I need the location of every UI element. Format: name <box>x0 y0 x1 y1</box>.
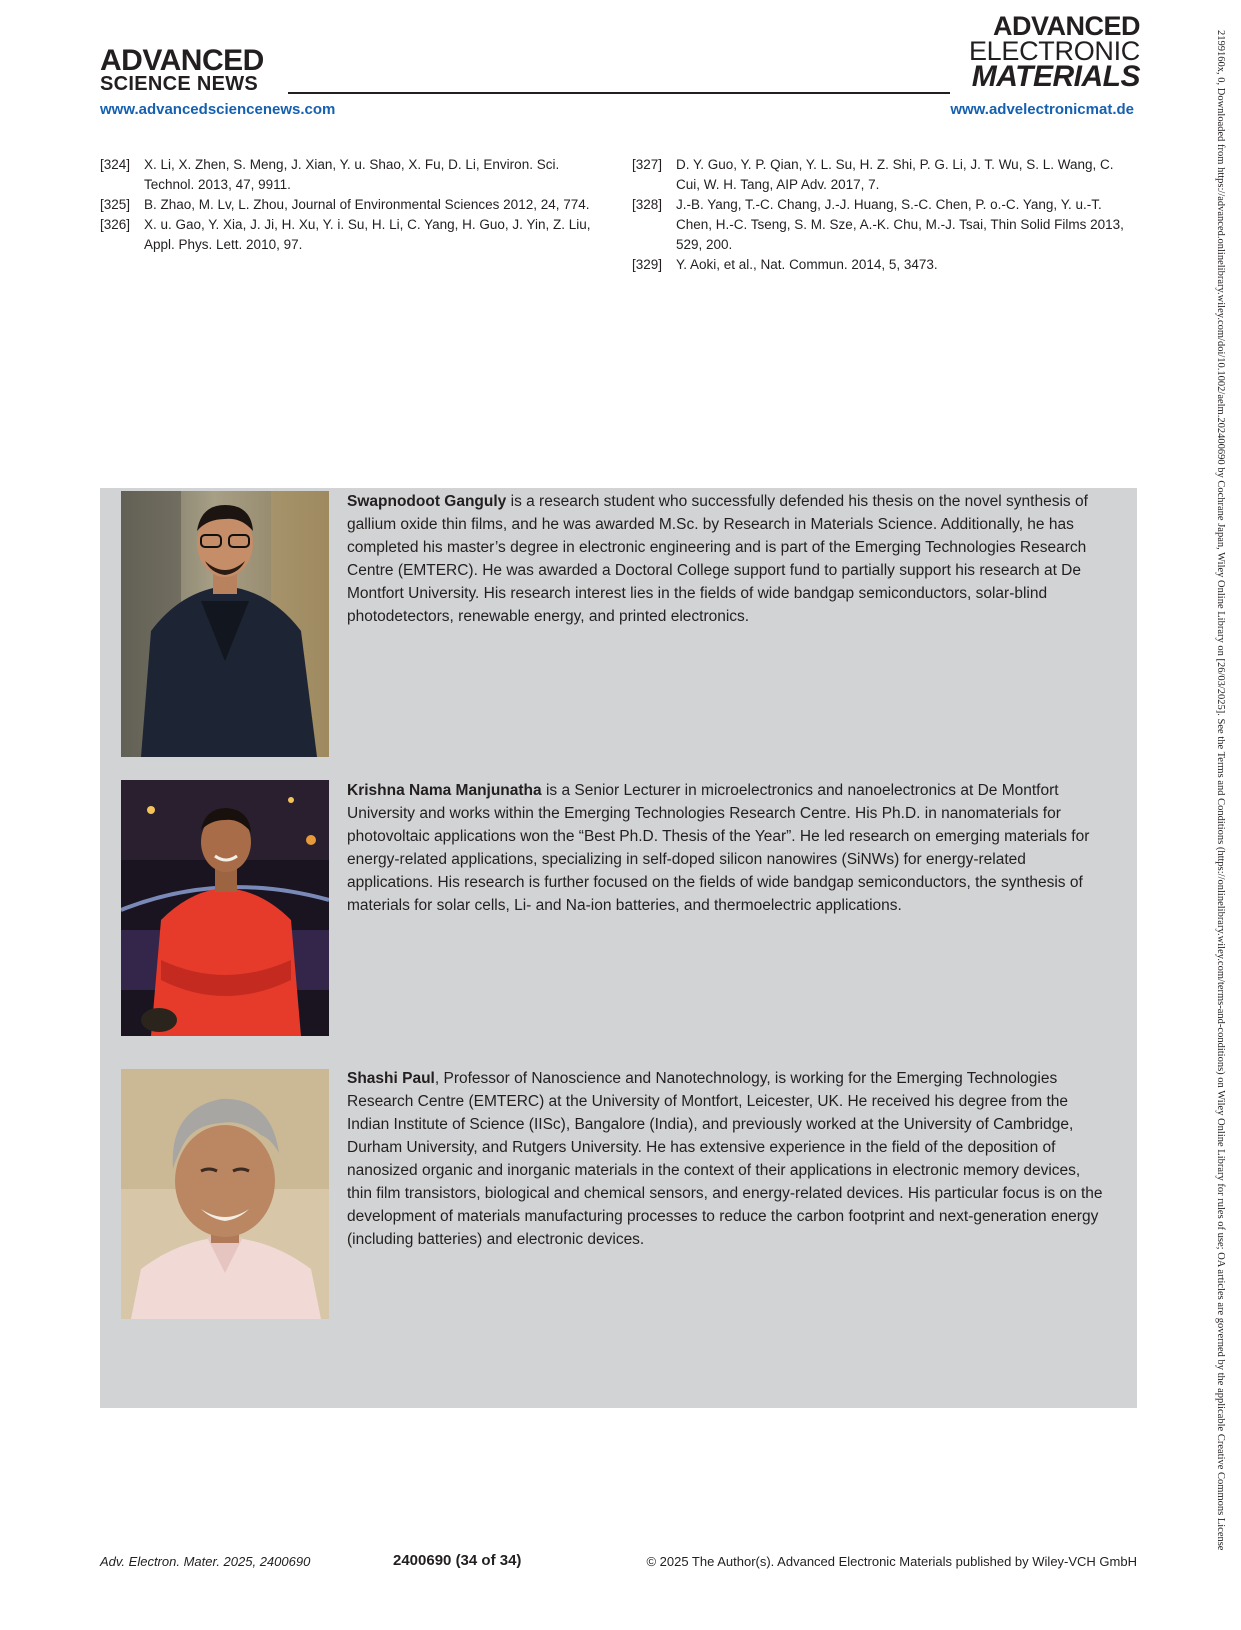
download-notice-strip: 2199160x, 0, Downloaded from https://advanced.onlinelibrary.wiley.com/doi/10.1002/aelm.202400690 by Cochrane Japan, Wiley Online Library on [26/03/2025]. See the Terms and Conditions (https://onlinelibrary.wiley.com/terms-and-conditions) on Wiley Online Library for rules of use; OA articles are governed by the applicable Creative Commons License <box>1215 30 1226 1551</box>
reference-text: J.-B. Yang, T.-C. Chang, J.-J. Huang, S.-C. Chen, P. o.-C. Yang, Y. u.-T. Chen, H.-C. Tseng, S. M. Sze, A.-K. Chu, M.-J. Tsai, Thin Solid Films 2013, 529, 200. <box>676 197 1124 252</box>
bio-paul <box>347 1067 1109 1251</box>
reference-text: D. Y. Guo, Y. P. Qian, Y. L. Su, H. Z. Shi, P. G. Li, J. T. Wu, S. L. Wang, C. Cui, W. H. Tang, AIP Adv. 2017, 7. <box>676 157 1114 192</box>
references-right-column <box>632 155 1137 275</box>
bio-body: is a Senior Lecturer in microelectronics and nanoelectronics at De Montfort University and works within the Emerging Technologies Research Centre. His Ph.D. in nanomaterials for photovoltaic applications won the “Best Ph.D. Thesis of the Year”. He led research on emerging materials for energy-related applications, specializing in self-doped silicon nanowires (SiNWs) for energy-related applications. His research is further focused on the fields of wide bandgap semiconductors, the synthesis of materials for solar cells, Li- and Na-ion batteries, and thermoelectric applications. <box>347 782 1090 914</box>
reference-item <box>100 215 605 255</box>
advanced-electronic-materials-logo <box>968 11 1140 93</box>
author-name: Swapnodoot Ganguly <box>347 493 507 510</box>
author-biographies-box <box>100 488 1137 1408</box>
reference-number: [326] <box>100 217 131 232</box>
author-name: Shashi Paul <box>347 1070 435 1087</box>
reference-number: [324] <box>100 157 131 172</box>
author-photo-manjunatha <box>121 780 329 1046</box>
journal-logo-line-1: ADVANCED <box>992 11 1140 41</box>
journal-url-link[interactable]: www.advelectronicmat.de <box>950 101 1134 118</box>
reference-number: [325] <box>100 197 131 212</box>
reference-item <box>100 195 605 215</box>
logo-line-2: SCIENCE NEWS <box>100 73 259 95</box>
logo-line-1: ADVANCED <box>100 44 264 77</box>
header-divider <box>288 92 950 94</box>
author-photo-ganguly <box>121 491 329 757</box>
journal-logo-line-2: ELECTRONIC <box>968 36 1140 66</box>
bio-body: , Professor of Nanoscience and Nanotechnology, is working for the Emerging Technologies Research Centre (EMTERC) at the University of Montfort, Leicester, UK. He received his degree from the Indian Institute of Science (IISc), Bangalore (India), and previously worked at the University of Cambridge, Durham University, and Rutgers University. He has extensive experience in the field of the deposition of nanosized organic and inorganic materials in the context of their applications in electronic memory devices, thin film transistors, biological and chemical sensors, and energy-related devices. His particular focus is on the development of materials manufacturing processes to reduce the carbon footprint and next-generation energy (including batteries) and electronic devices. <box>347 1070 1103 1248</box>
journal-logo-line-3: MATERIALS <box>971 60 1140 93</box>
reference-number: [327] <box>632 157 663 172</box>
author-name: Krishna Nama Manjunatha <box>347 782 542 799</box>
reference-item <box>632 195 1137 255</box>
reference-text: Y. Aoki, et al., Nat. Commun. 2014, 5, 3473. <box>676 257 938 272</box>
reference-item <box>100 155 605 195</box>
reference-number: [329] <box>632 257 663 272</box>
footer-citation: Adv. Electron. Mater. 2025, 2400690 <box>100 1554 311 1569</box>
bio-manjunatha <box>347 779 1109 917</box>
advanced-science-news-logo <box>100 44 290 95</box>
reference-item <box>632 255 1137 275</box>
footer-copyright: © 2025 The Author(s). Advanced Electronic Materials published by Wiley-VCH GmbH <box>646 1554 1137 1569</box>
bio-ganguly <box>347 490 1109 628</box>
references-left-column <box>100 155 605 255</box>
reference-text: X. u. Gao, Y. Xia, J. Ji, H. Xu, Y. i. Su, H. Li, C. Yang, H. Guo, J. Yin, Z. Liu, Appl. Phys. Lett. 2010, 97. <box>144 217 591 252</box>
footer-page-number: 2400690 (34 of 34) <box>393 1552 522 1569</box>
author-photo-paul <box>121 1069 329 1319</box>
reference-number: [328] <box>632 197 663 212</box>
publisher-url-link[interactable]: www.advancedsciencenews.com <box>100 101 336 118</box>
bio-body: is a research student who successfully defended his thesis on the novel synthesis of gallium oxide thin films, and he was awarded M.Sc. by Research in Materials Science. Additionally, he has completed his master’s degree in electronic engineering and is part of the Emerging Technologies Research Centre (EMTERC). He was awarded a Doctoral College support fund to partially support his research at De Montfort University. His research interest lies in the fields of wide bandgap semiconductors, solar-blind photodetectors, renewable energy, and printed electronics. <box>347 493 1088 625</box>
reference-item <box>632 155 1137 195</box>
reference-text: B. Zhao, M. Lv, L. Zhou, Journal of Environmental Sciences 2012, 24, 774. <box>144 197 590 212</box>
reference-text: X. Li, X. Zhen, S. Meng, J. Xian, Y. u. Shao, X. Fu, D. Li, Environ. Sci. Technol. 2013, 47, 9911. <box>144 157 560 192</box>
